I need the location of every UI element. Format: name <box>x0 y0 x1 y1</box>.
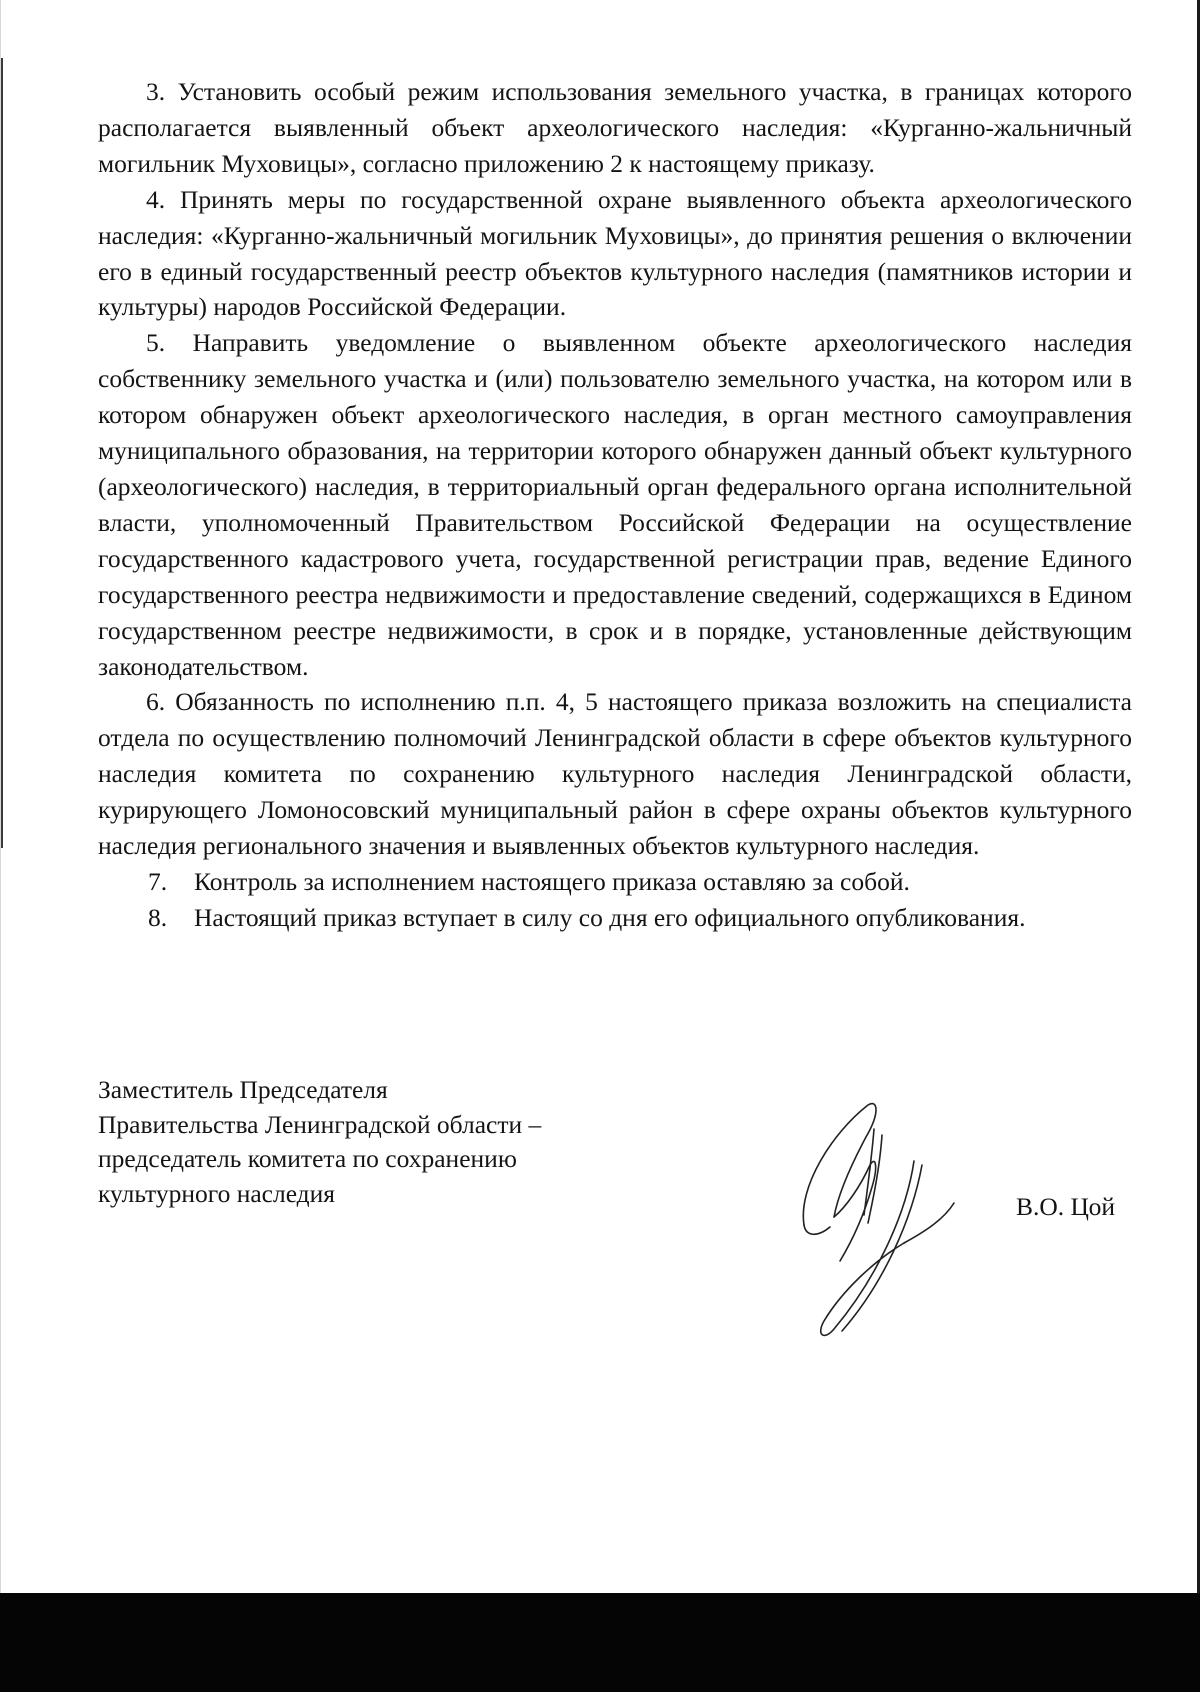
signatory-title-line-3: председатель комитета по сохранению <box>98 1144 517 1173</box>
signatory-title-line-2: Правительства Ленинградской области – <box>98 1109 542 1139</box>
signatory-title <box>98 1073 618 1211</box>
order-body <box>98 74 1132 936</box>
paragraph-6: 6. Обязанность по исполнению п.п. 4, 5 настоящего приказа возложить на специалиста отдела по осуществлению полномочий Ленинградской области в сфере объектов культурного наследия комитета по сохранению культурного наследия Ленинградской области, курирующего Ломоносовский муниципальный район в сфере охраны объектов культурного наследия регионального значения и выявленных объектов культурного наследия. <box>98 687 1132 861</box>
signatory-title-line-4: культурного наследия <box>98 1178 336 1208</box>
signatory-title-line-1: Заместитель Председателя <box>98 1075 388 1104</box>
scan-artifact-line <box>1 58 3 848</box>
paragraph-7-text: Контроль за исполнением настоящего приказа оставляю за собой. <box>194 866 910 896</box>
paragraph-7-number: 7. <box>148 866 168 896</box>
paragraph-8 <box>98 900 1132 936</box>
handwritten-signature <box>794 1095 964 1340</box>
scan-bottom-band <box>0 1593 1200 1692</box>
paragraph-3: 3. Установить особый режим использования земельного участка, в границах которого располагается выявленный объект археологического наследия: «Курганно-жальничный могильник Муховицы», согласно приложению 2 к настоящему приказу. <box>98 77 1132 178</box>
paragraph-5: 5. Направить уведомление о выявленном объекте археологического наследия собственнику земельного участка и (или) пользователю земельного участка, на котором или в котором обнаружен объект археологического наследия, в орган местного самоуправления муниципального образования, на территории которого обнаружен данный объект культурного (археологического) наследия, в территориальный орган федерального органа исполнительной власти, уполномоченный Правительством Российской Федерации на осуществление государственного кадастрового учета, государственной регистрации прав, ведение Единого государственного реестра недвижимости и предоставление сведений, содержащихся в Едином государственном реестре недвижимости, в срок и в порядке, установленные действующим законодательством. <box>98 328 1132 681</box>
paragraph-7 <box>98 864 1132 900</box>
paragraph-4: 4. Принять меры по государственной охране выявленного объекта археологического наследия: «Курганно-жальничный могильник Муховицы», до принятия решения о включении его в единый государственный реестр объектов культурного наследия (памятников истории и культуры) народов Российской Федерации. <box>98 184 1132 322</box>
paragraph-8-number: 8. <box>148 902 168 932</box>
signer-name: В.О. Цой <box>1016 1192 1116 1221</box>
paragraph-8-text: Настоящий приказ вступает в силу со дня его официального опубликования. <box>194 902 1026 932</box>
